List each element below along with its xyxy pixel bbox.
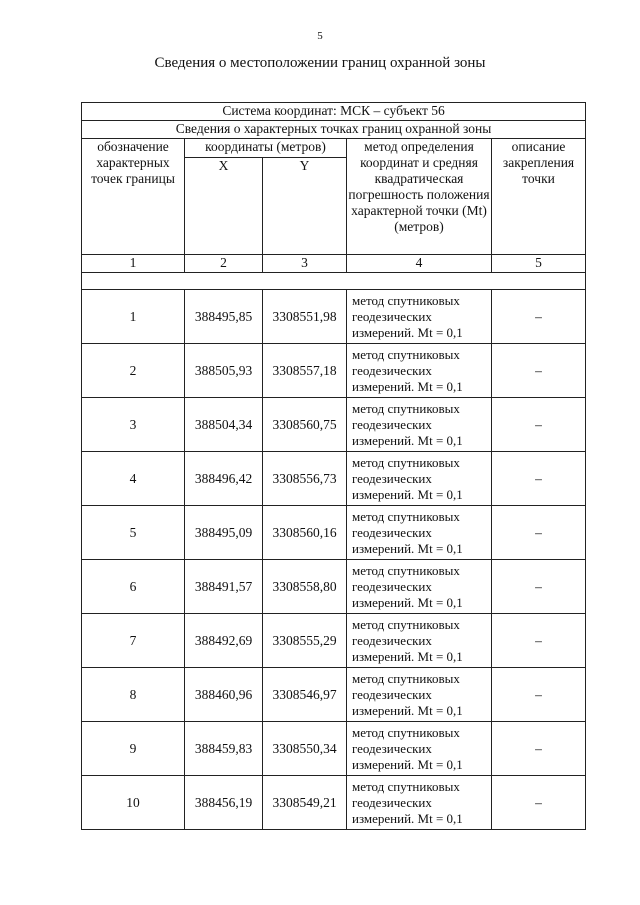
y-coordinate-cell: 3308558,80 <box>263 560 347 614</box>
points-info-caption: Сведения о характерных точках границ охранной зоны <box>82 121 586 139</box>
description-cell: – <box>492 344 586 398</box>
point-number-cell: 4 <box>82 452 185 506</box>
point-number-cell: 5 <box>82 506 185 560</box>
point-number-cell: 10 <box>82 776 185 830</box>
header-y: Y <box>263 158 347 255</box>
description-cell: – <box>492 290 586 344</box>
x-coordinate-cell: 388496,42 <box>185 452 263 506</box>
point-number-cell: 3 <box>82 398 185 452</box>
header-coordinates: координаты (метров) <box>185 139 347 158</box>
y-coordinate-cell: 3308546,97 <box>263 668 347 722</box>
table-row <box>82 776 586 830</box>
y-coordinate-cell: 3308555,29 <box>263 614 347 668</box>
point-number-cell: 7 <box>82 614 185 668</box>
header-x: X <box>185 158 263 255</box>
table-row <box>82 614 586 668</box>
description-cell: – <box>492 398 586 452</box>
point-number-cell: 9 <box>82 722 185 776</box>
y-coordinate-cell: 3308557,18 <box>263 344 347 398</box>
table-row <box>82 668 586 722</box>
column-number-4: 4 <box>347 255 492 273</box>
spacer-row <box>82 273 586 290</box>
boundary-points-table <box>81 102 586 830</box>
description-cell: – <box>492 722 586 776</box>
point-number-cell: 8 <box>82 668 185 722</box>
point-number-cell: 6 <box>82 560 185 614</box>
y-coordinate-cell: 3308550,34 <box>263 722 347 776</box>
x-coordinate-cell: 388495,09 <box>185 506 263 560</box>
x-coordinate-cell: 388504,34 <box>185 398 263 452</box>
table-row <box>82 560 586 614</box>
description-cell: – <box>492 452 586 506</box>
x-coordinate-cell: 388492,69 <box>185 614 263 668</box>
x-coordinate-cell: 388460,96 <box>185 668 263 722</box>
point-number-cell: 2 <box>82 344 185 398</box>
x-coordinate-cell: 388459,83 <box>185 722 263 776</box>
x-coordinate-cell: 388495,85 <box>185 290 263 344</box>
column-number-1: 1 <box>82 255 185 273</box>
table-row <box>82 452 586 506</box>
y-coordinate-cell: 3308549,21 <box>263 776 347 830</box>
page-number: 5 <box>317 30 323 42</box>
y-coordinate-cell: 3308556,73 <box>263 452 347 506</box>
method-cell: метод спутниковых геодезических измерений. Mt = 0,1 <box>347 776 492 830</box>
description-cell: – <box>492 614 586 668</box>
method-cell: метод спутниковых геодезических измерений. Mt = 0,1 <box>347 668 492 722</box>
coordinate-system-caption: Система координат: МСК – субъект 56 <box>82 103 586 121</box>
header-method: метод определения координат и средняя квадратическая погрешность положения характерной точки (Mt) (метров) <box>347 139 492 255</box>
y-coordinate-cell: 3308560,75 <box>263 398 347 452</box>
x-coordinate-cell: 388456,19 <box>185 776 263 830</box>
description-cell: – <box>492 668 586 722</box>
method-cell: метод спутниковых геодезических измерений. Mt = 0,1 <box>347 614 492 668</box>
document-title: Сведения о местоположении границ охранной зоны <box>154 55 486 71</box>
table-row <box>82 344 586 398</box>
method-cell: метод спутниковых геодезических измерений. Mt = 0,1 <box>347 506 492 560</box>
point-number-cell: 1 <box>82 290 185 344</box>
column-number-3: 3 <box>263 255 347 273</box>
method-cell: метод спутниковых геодезических измерений. Mt = 0,1 <box>347 290 492 344</box>
table-row <box>82 722 586 776</box>
table-row <box>82 506 586 560</box>
table-row <box>82 398 586 452</box>
description-cell: – <box>492 560 586 614</box>
method-cell: метод спутниковых геодезических измерений. Mt = 0,1 <box>347 560 492 614</box>
method-cell: метод спутниковых геодезических измерений. Mt = 0,1 <box>347 344 492 398</box>
method-cell: метод спутниковых геодезических измерений. Mt = 0,1 <box>347 398 492 452</box>
table-row <box>82 290 586 344</box>
y-coordinate-cell: 3308560,16 <box>263 506 347 560</box>
header-designation: обозначение характерных точек границы <box>82 139 185 255</box>
column-number-2: 2 <box>185 255 263 273</box>
method-cell: метод спутниковых геодезических измерений. Mt = 0,1 <box>347 722 492 776</box>
column-number-5: 5 <box>492 255 586 273</box>
header-description: описание закрепления точки <box>492 139 586 255</box>
x-coordinate-cell: 388505,93 <box>185 344 263 398</box>
x-coordinate-cell: 388491,57 <box>185 560 263 614</box>
y-coordinate-cell: 3308551,98 <box>263 290 347 344</box>
description-cell: – <box>492 776 586 830</box>
description-cell: – <box>492 506 586 560</box>
method-cell: метод спутниковых геодезических измерений. Mt = 0,1 <box>347 452 492 506</box>
